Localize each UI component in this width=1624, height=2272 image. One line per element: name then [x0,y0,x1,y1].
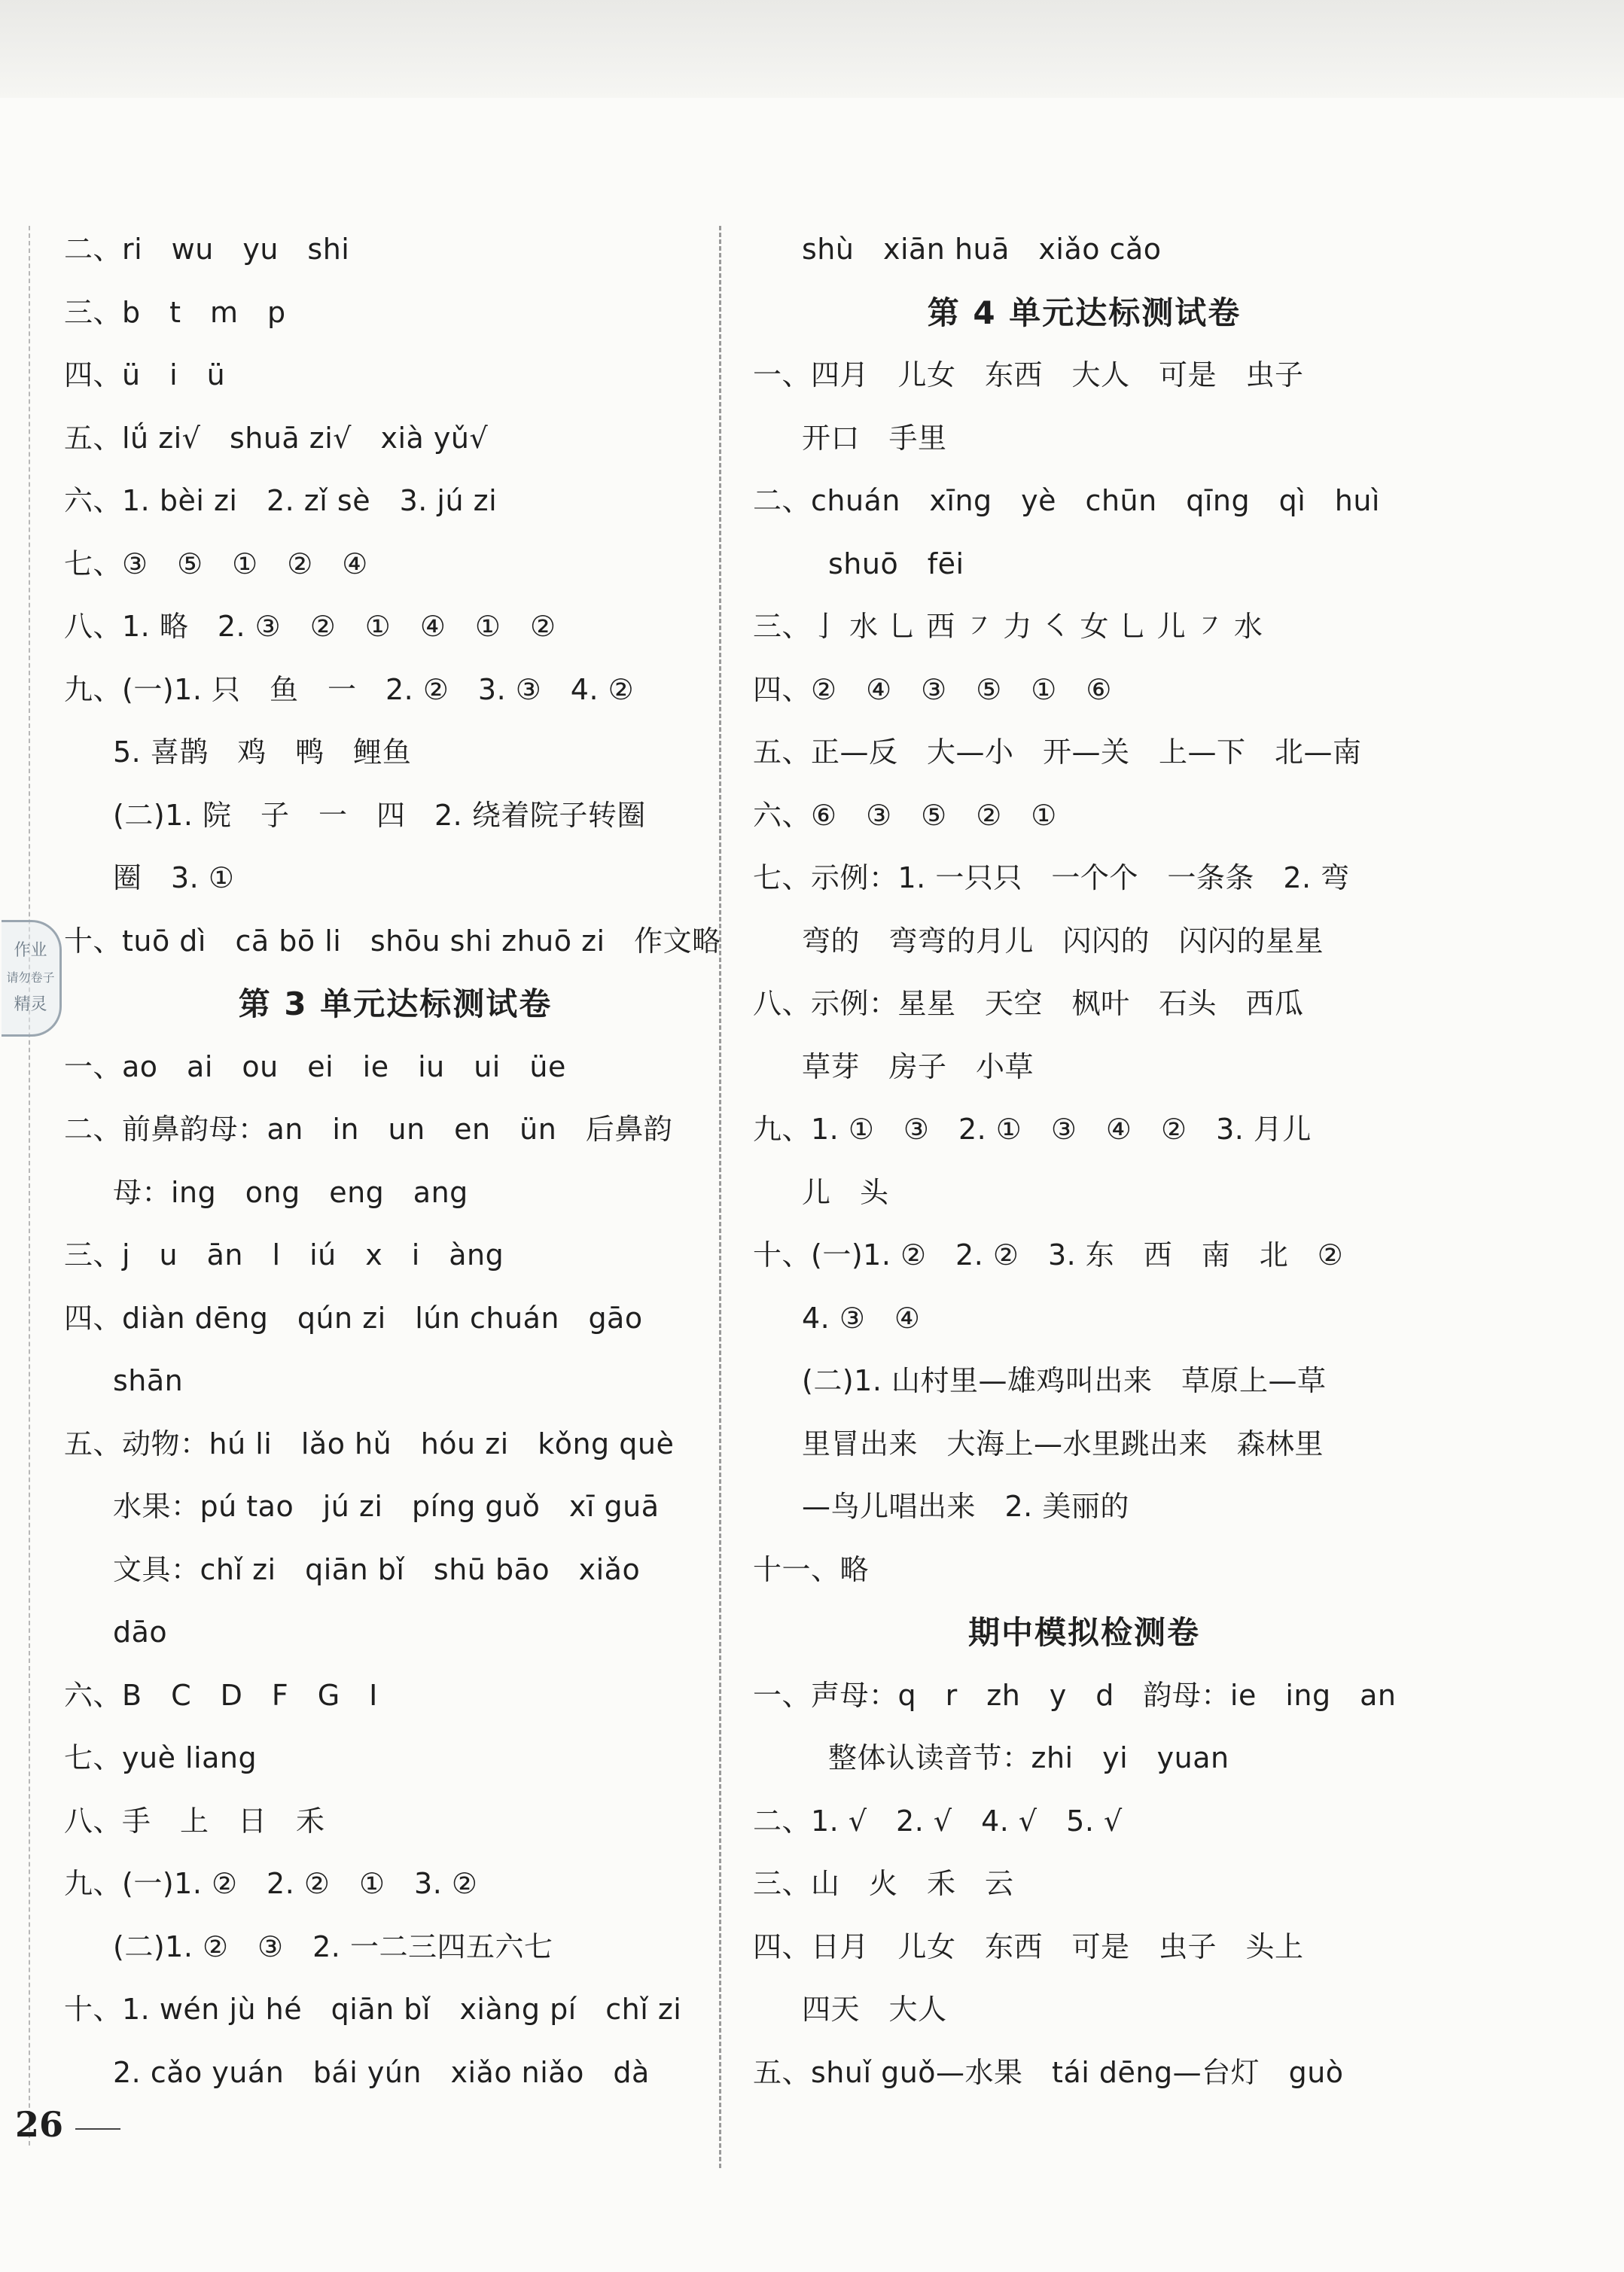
answer-line: shù xiān huā xiǎo cǎo [802,233,1162,266]
answer-line: 三、b t m p [64,295,286,329]
answer-line: 三、j u ān l iú x i àng [64,1238,504,1272]
answer-line: 四、ü i ü [64,358,226,391]
answer-line: 十、tuō dì cā bō li shōu shi zhuō zi 作文略 [64,924,721,958]
answer-line: 四、diàn dēng qún zi lún chuán gāo [64,1301,643,1335]
answer-line: 一、四月 儿女 东西 大人 可是 虫子 [753,358,1304,391]
answer-line: 四天 大人 [802,1993,947,2026]
answer-line: 开口 手里 [802,421,947,455]
answer-line: 4. ③ ④ [802,1301,921,1335]
answer-line: 七、③ ⑤ ① ② ④ [64,547,368,580]
answer-line: 四、② ④ ③ ⑤ ① ⑥ [753,672,1112,706]
answer-line: shuō fēi [828,547,964,580]
answer-line: 六、B C D F G I [64,1678,378,1712]
answer-line: 二、ri wu yu shi [64,233,350,266]
answer-line: 母：ing ong eng ang [113,1175,468,1209]
left-binding-line [29,226,30,2146]
answer-line: 弯的 弯弯的月儿 闪闪的 闪闪的星星 [802,924,1324,958]
stamp-line-1: 作业 [14,941,47,960]
left-answer-column [64,218,727,2104]
answer-line: 五、shuǐ guǒ—水果 tái dēng—台灯 guò [753,2055,1344,2089]
stamp-line-3: 精灵 [14,995,47,1014]
answer-line: dāo [113,1616,168,1649]
answer-line: 七、yuè liang [64,1741,257,1774]
answer-line: 二、chuán xīng yè chūn qīng qì huì [753,484,1380,517]
answer-line: 整体认读音节：zhi yi yuan [828,1741,1229,1774]
answer-line: 七、示例：1. 一只只 一个个 一条条 2. 弯 [753,861,1350,894]
section-heading: 第 4 单元达标测试卷 [927,294,1242,331]
answer-line: 文具：chǐ zi qiān bǐ shū bāo xiǎo [113,1552,641,1586]
answer-line: 三、山 火 禾 云 [753,1867,1014,1900]
right-answer-column [753,218,1415,2104]
answer-line: 水果：pú tao jú zi píng guǒ xī guā [113,1490,660,1523]
answer-line: —鸟儿唱出来 2. 美丽的 [802,1490,1129,1523]
answer-line: 六、⑥ ③ ⑤ ② ① [753,798,1057,832]
answer-line: 儿 头 [802,1175,889,1209]
answer-line: 九、(一)1. ② 2. ② ① 3. ② [64,1867,478,1900]
homework-stamp [2,920,62,1037]
section-heading: 期中模拟检测卷 [967,1614,1200,1651]
answer-line: (二)1. 山村里—雄鸡叫出来 草原上—草 [802,1364,1327,1397]
answer-line: shān [113,1364,184,1397]
answer-line: 六、1. bèi zi 2. zǐ sè 3. jú zi [64,484,498,517]
answer-line: (二)1. ② ③ 2. 一二三四五六七 [113,1929,553,1963]
answer-line: (二)1. 院 子 一 四 2. 绕着院子转圈 [113,798,646,832]
answer-line: 八、示例：星星 天空 枫叶 石头 西瓜 [753,987,1304,1020]
answer-line: 五、正—反 大—小 开—关 上—下 北—南 [753,736,1362,769]
section-heading: 第 3 单元达标测试卷 [238,985,553,1022]
stamp-line-2: 请勿卷子 [6,970,55,985]
answer-line: 四、日月 儿女 东西 可是 虫子 头上 [753,1929,1304,1963]
answer-line: 三、亅 水 乚 西 ㇇ 力 ㇛ 女 乚 儿 ㇇ 水 [753,610,1263,643]
column-divider [719,226,721,2168]
answer-line: 十一、略 [753,1552,870,1586]
answer-line: 八、1. 略 2. ③ ② ① ④ ① ② [64,610,556,643]
answer-line: 九、1. ① ③ 2. ① ③ ④ ② 3. 月儿 [753,1113,1312,1146]
answer-line: 一、ao ai ou ei ie iu ui üe [64,1049,566,1083]
answer-line: 十、1. wén jù hé qiān bǐ xiàng pí chǐ zi [64,1993,682,2026]
answer-line: 圈 3. ① [113,861,235,894]
answer-line: 2. cǎo yuán bái yún xiǎo niǎo dà [113,2055,650,2089]
answer-line: 里冒出来 大海上—水里跳出来 森林里 [802,1427,1324,1460]
answer-line: 一、声母：q r zh y d 韵母：ie ing an [753,1678,1397,1712]
answer-line: 九、(一)1. 只 鱼 一 2. ② 3. ③ 4. ② [64,672,635,706]
answer-line: 二、前鼻韵母：an in un en ün 后鼻韵 [64,1113,673,1146]
page-number-dash [75,2128,120,2130]
answer-line: 十、(一)1. ② 2. ② 3. 东 西 南 北 ② [753,1238,1344,1272]
page-number: 26 [15,2104,64,2145]
answer-line: 五、动物：hú li lǎo hǔ hóu zi kǒng què [64,1427,675,1460]
top-scan-band [0,0,1624,98]
answer-line: 二、1. √ 2. √ 4. √ 5. √ [753,1804,1123,1838]
answer-line: 五、lǘ zi√ shuā zi√ xià yǔ√ [64,421,489,455]
answer-line: 5. 喜鹊 鸡 鸭 鲤鱼 [113,736,412,769]
answer-line: 八、手 上 日 禾 [64,1804,325,1838]
answer-line: 草芽 房子 小草 [802,1049,1034,1083]
